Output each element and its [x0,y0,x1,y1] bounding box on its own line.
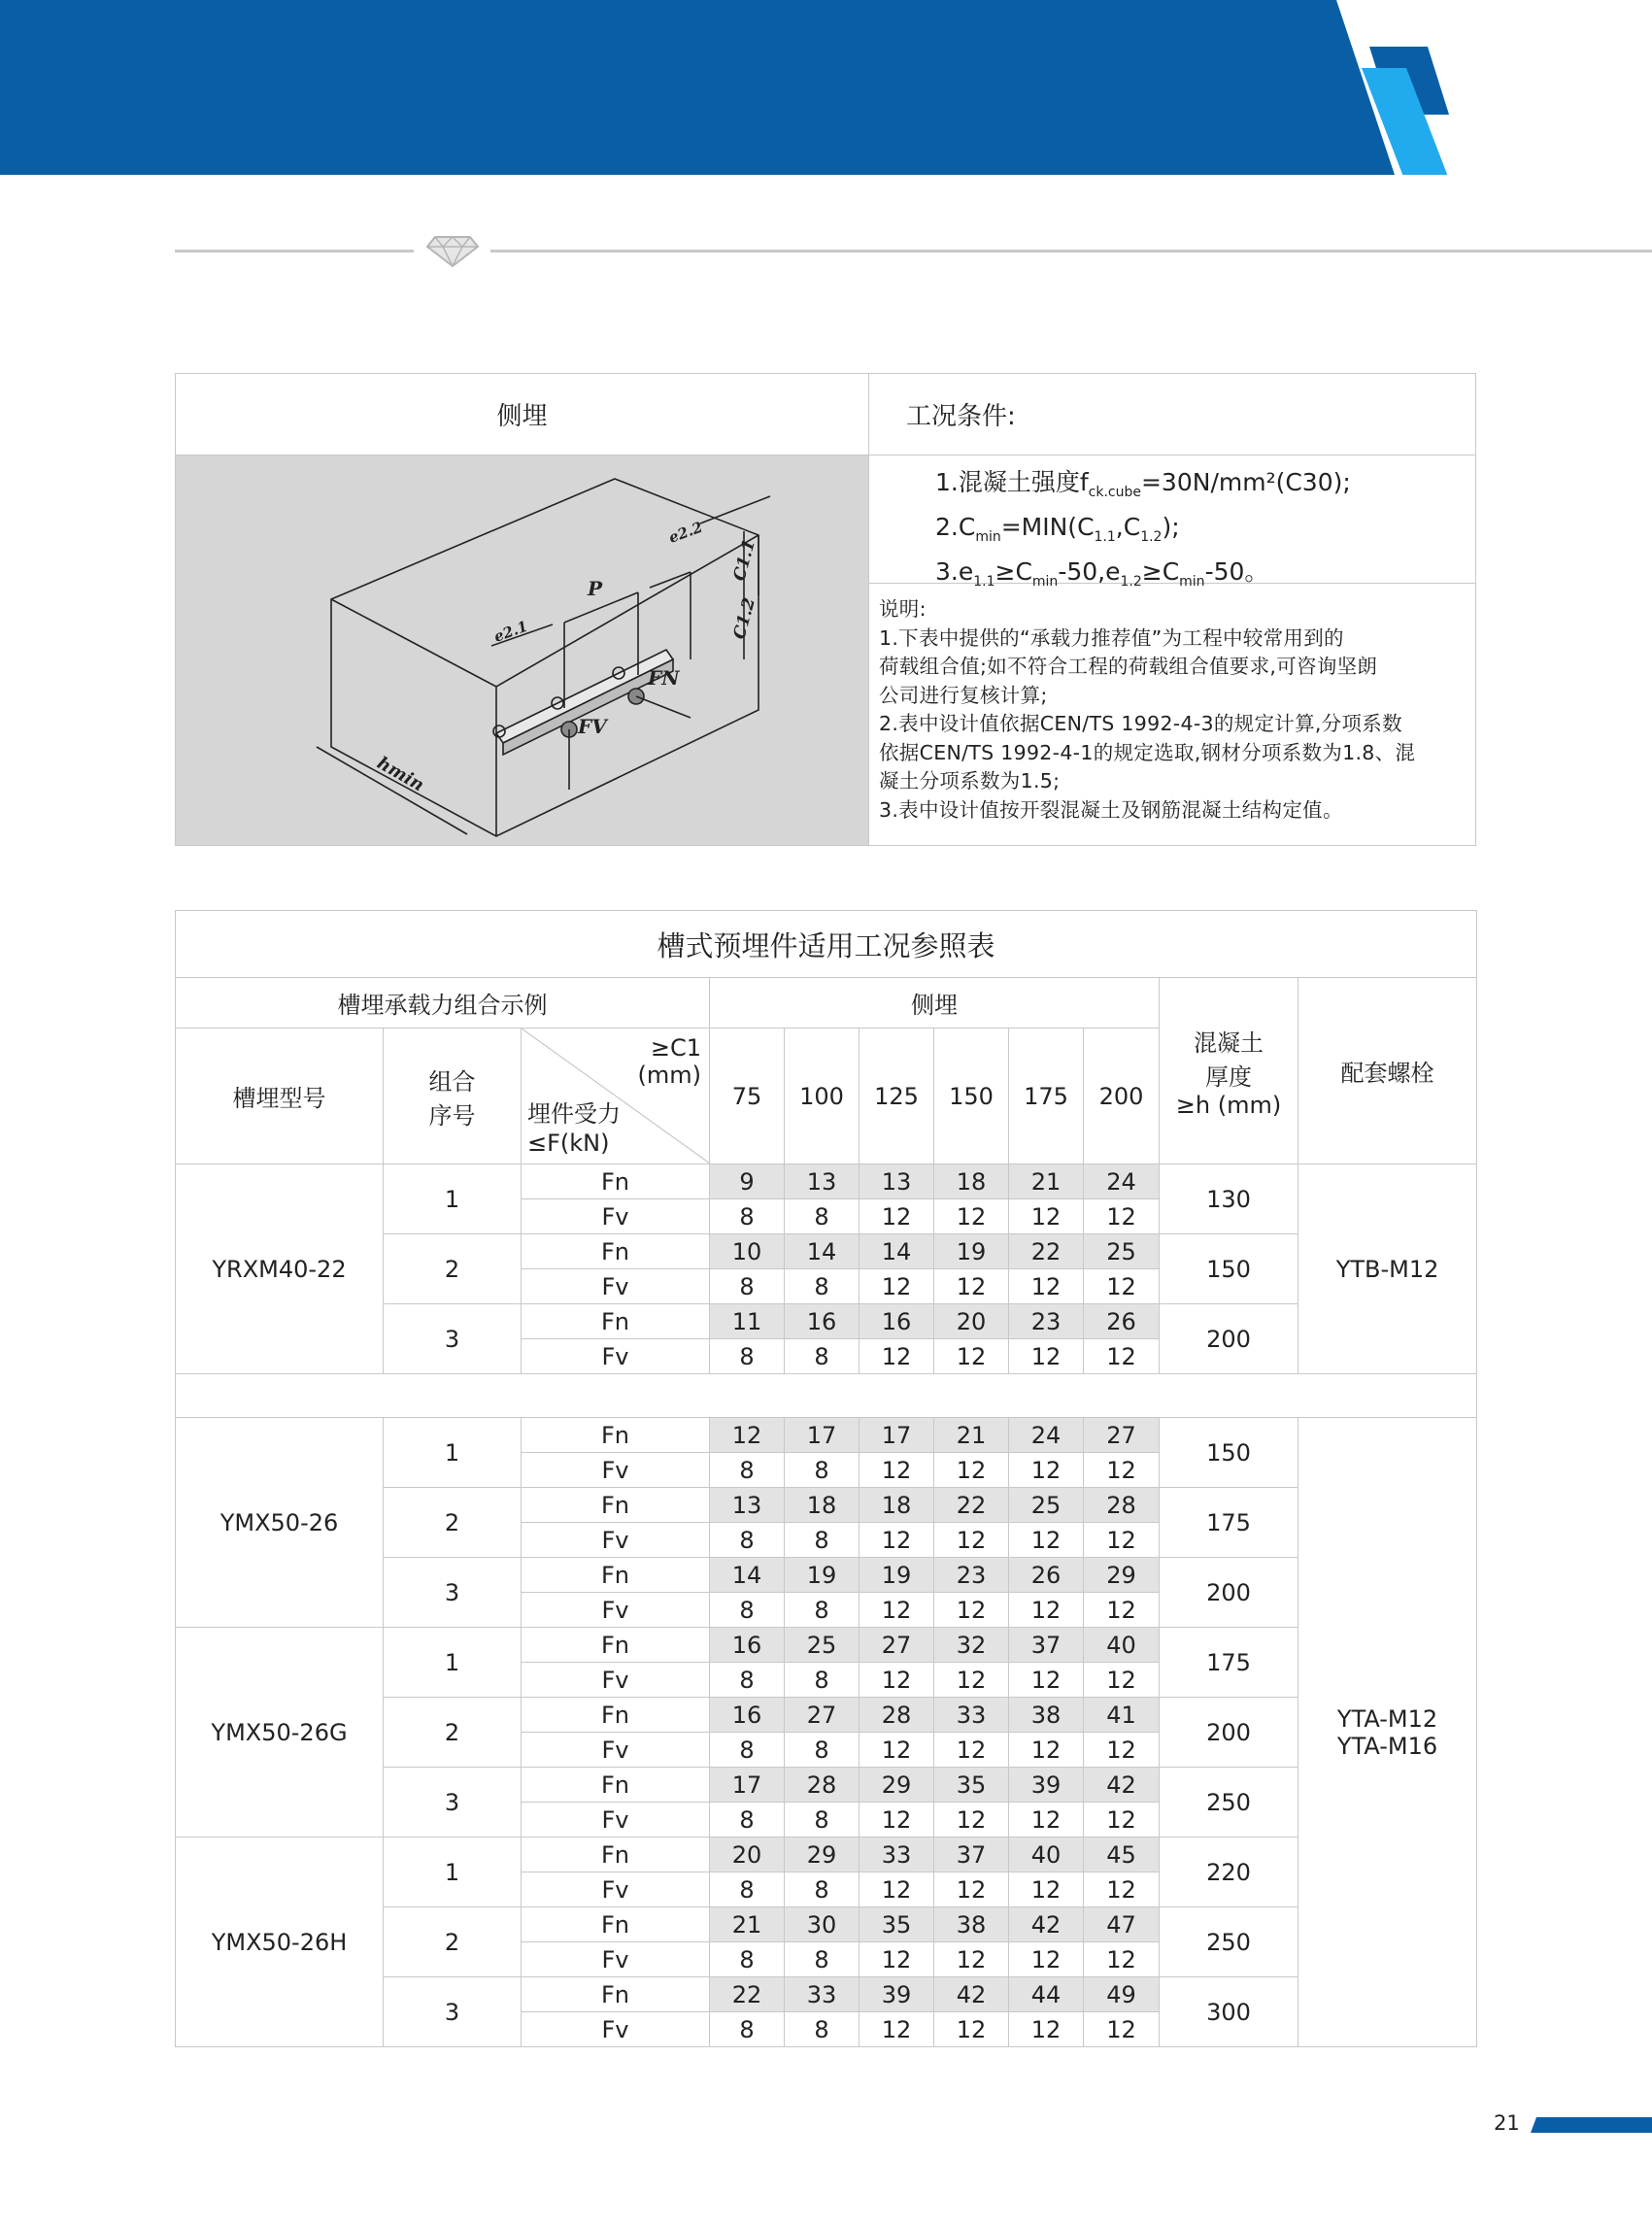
value-cell: 27 [860,1628,934,1663]
diagonal-header-cell [522,1029,710,1164]
value-cell: 39 [1009,1768,1084,1803]
value-cell: 49 [1084,1977,1160,2012]
group-separator-row [176,1374,1477,1418]
value-cell: 38 [1009,1698,1084,1733]
thickness-cell: 220 [1160,1838,1298,1907]
figure-label-e21: e2.1 [491,617,530,646]
value-cell: 12 [1084,1942,1160,1977]
thickness-cell: 200 [1160,1698,1298,1768]
c1-value-header: 125 [860,1029,934,1164]
value-cell: 12 [1009,1872,1084,1907]
value-cell: 8 [785,2012,860,2047]
value-cell: 12 [1084,1872,1160,1907]
value-cell: 12 [860,1453,934,1488]
value-cell: 8 [785,1199,860,1234]
combo-seq-cell: 1 [384,1164,522,1234]
value-cell: 16 [785,1304,860,1339]
condition-list [869,455,1475,590]
value-cell: 24 [1009,1418,1084,1453]
force-label: 埋件受力 ≤F(kN) [527,1100,621,1157]
thickness-cell: 175 [1160,1488,1298,1558]
combo-seq-cell: 3 [384,1304,522,1374]
separator-cell [176,1374,1477,1418]
bolt-label: YTB-M12 [1335,1255,1439,1283]
value-cell: 45 [1084,1838,1160,1872]
value-cell: 12 [1009,1523,1084,1558]
value-cell: 8 [785,1803,860,1838]
value-cell: 28 [860,1698,934,1733]
value-cell: 12 [1009,1453,1084,1488]
force-type-cell: Fn [522,1838,710,1872]
force-type-cell: Fn [522,1768,710,1803]
value-cell: 8 [710,1872,785,1907]
thickness-cell: 175 [1160,1628,1298,1698]
value-cell: 12 [860,1733,934,1768]
value-cell: 18 [860,1488,934,1523]
value-cell: 8 [710,1663,785,1698]
c1-value-header: 150 [934,1029,1009,1164]
combo-seq-cell: 3 [384,1977,522,2047]
c1-value-header: 75 [710,1029,785,1164]
value-cell: 8 [785,1523,860,1558]
table-row [176,1418,1477,1453]
value-cell: 14 [710,1558,785,1593]
notes-block [869,584,1475,845]
value-cell: 12 [860,1269,934,1304]
figure-label-hmin: hmin [373,753,428,796]
value-cell: 33 [785,1977,860,2012]
value-cell: 12 [1009,1339,1084,1374]
value-cell: 19 [934,1234,1009,1269]
value-cell: 27 [1084,1418,1160,1453]
channel-type-cell: YMX50-26H [176,1838,384,2047]
value-cell: 22 [710,1977,785,2012]
bolt-cell [1298,1418,1477,2047]
value-cell: 12 [1009,1803,1084,1838]
value-cell: 8 [785,1942,860,1977]
value-cell: 12 [1009,1942,1084,1977]
value-cell: 40 [1084,1628,1160,1663]
value-cell: 13 [785,1164,860,1199]
value-cell: 42 [934,1977,1009,2012]
value-cell: 12 [1009,1593,1084,1628]
figure-label-fn: FN [648,666,680,690]
value-cell: 16 [860,1304,934,1339]
value-cell: 12 [860,1942,934,1977]
diamond-icon [425,233,480,268]
combo-seq-cell: 1 [384,1838,522,1907]
note-line: 荷载组合值;如不符合工程的荷载组合值要求,可咨询坚朗 [879,655,1378,678]
value-cell: 22 [934,1488,1009,1523]
value-cell: 12 [1084,1339,1160,1374]
value-cell: 12 [860,1663,934,1698]
value-cell: 12 [934,1663,1009,1698]
value-cell: 21 [934,1418,1009,1453]
value-cell: 12 [1084,2012,1160,2047]
value-cell: 33 [934,1698,1009,1733]
value-cell: 12 [1084,1803,1160,1838]
value-cell: 8 [785,1453,860,1488]
force-type-cell: Fv [522,1199,710,1234]
value-cell: 12 [934,1803,1009,1838]
channel-type-cell: YMX50-26 [176,1418,384,1628]
value-cell: 12 [1084,1663,1160,1698]
value-cell: 35 [860,1907,934,1942]
figure-label-c11: C1.1 [729,537,759,584]
table-title: 槽式预埋件适用工况参照表 [176,911,1477,978]
value-cell: 22 [1009,1234,1084,1269]
force-type-cell: Fv [522,2012,710,2047]
force-type-cell: Fv [522,1942,710,1977]
thickness-cell: 300 [1160,1977,1298,2047]
value-cell: 42 [1009,1907,1084,1942]
reference-table [175,910,1477,2047]
note-line: 2.表中设计值依据CEN/TS 1992-4-3的规定计算,分项系数 [879,712,1402,735]
c1-value-header: 200 [1084,1029,1160,1164]
bolt-label: YTA-M16 [1336,1732,1438,1760]
value-cell: 17 [710,1768,785,1803]
thickness-cell: 200 [1160,1558,1298,1628]
note-line: 说明: [879,597,927,621]
side-embed-column-header: 侧埋 [710,978,1160,1029]
value-cell: 8 [710,1339,785,1374]
value-cell: 37 [1009,1628,1084,1663]
value-cell: 16 [710,1698,785,1733]
value-cell: 21 [1009,1164,1084,1199]
value-cell: 12 [1009,2012,1084,2047]
figure-label-p: P [588,577,603,600]
note-line: 1.下表中提供的“承载力推荐值”为工程中较常用到的 [879,625,1344,650]
value-cell: 8 [785,1339,860,1374]
combo-seq-cell: 2 [384,1907,522,1977]
value-cell: 18 [934,1164,1009,1199]
value-cell: 12 [1084,1269,1160,1304]
figure-label-e22: e2.2 [666,518,705,547]
thickness-cell: 150 [1160,1234,1298,1304]
value-cell: 12 [1009,1733,1084,1768]
value-cell: 12 [1009,1663,1084,1698]
note-line: 公司进行复核计算; [879,683,1048,707]
value-cell: 8 [710,1803,785,1838]
note-line: 依据CEN/TS 1992-4-1的规定选取,钢材分项系数为1.8、混 [879,740,1416,764]
value-cell: 8 [710,1453,785,1488]
c1-label: ≥C1 (mm) [637,1034,701,1089]
value-cell: 23 [1009,1304,1084,1339]
value-cell: 10 [710,1234,785,1269]
value-cell: 12 [1009,1199,1084,1234]
value-cell: 39 [860,1977,934,2012]
bolt-cell [1298,1164,1477,1374]
divider-line-right [490,250,1652,253]
value-cell: 28 [785,1768,860,1803]
value-cell: 12 [860,1199,934,1234]
header-blue-band [0,0,1395,175]
force-type-cell: Fv [522,1872,710,1907]
value-cell: 8 [785,1269,860,1304]
value-cell: 17 [785,1418,860,1453]
force-type-cell: Fv [522,1339,710,1374]
value-cell: 8 [785,1663,860,1698]
condition-3: $3.e_{1.1}\ge C_{min}-50,e_{1.2}\ge C_{min}-50$。 [935,557,1269,590]
thickness-cell: 250 [1160,1768,1298,1838]
value-cell: 25 [1084,1234,1160,1269]
value-cell: 12 [934,1872,1009,1907]
value-cell: 11 [710,1304,785,1339]
value-cell: 14 [860,1234,934,1269]
value-cell: 23 [934,1558,1009,1593]
condition-2: $2.C_{min}=MIN(C_{1.1},C_{1.2})$; [935,513,1180,545]
value-cell: 12 [934,1523,1009,1558]
seq-header: 组合 序号 [384,1029,522,1164]
force-type-cell: Fv [522,1523,710,1558]
value-cell: 13 [860,1164,934,1199]
value-cell: 12 [860,1523,934,1558]
force-type-cell: Fn [522,1907,710,1942]
thickness-cell: 130 [1160,1164,1298,1234]
condition-panel [175,373,1476,846]
combo-seq-cell: 1 [384,1628,522,1698]
divider-line-left [175,250,414,253]
value-cell: 17 [860,1418,934,1453]
thickness-cell: 200 [1160,1304,1298,1374]
value-cell: 29 [1084,1558,1160,1593]
value-cell: 12 [934,1593,1009,1628]
value-cell: 19 [860,1558,934,1593]
value-cell: 19 [785,1558,860,1593]
value-cell: 44 [1009,1977,1084,2012]
value-cell: 12 [1084,1453,1160,1488]
value-cell: 12 [860,1593,934,1628]
combo-seq-cell: 3 [384,1768,522,1838]
value-cell: 21 [710,1907,785,1942]
value-cell: 32 [934,1628,1009,1663]
force-type-cell: Fv [522,1663,710,1698]
side-embed-figure [176,455,869,845]
anchor-channel-drawing [176,455,869,845]
condition-1: 1.混凝土强度$f_{ck.cube}=30N/mm^2(C30)$; [935,468,1351,500]
thickness-header: 混凝土 厚度 ≥h (mm) [1160,978,1298,1164]
page-number: 21 [1494,2111,1520,2135]
page-number-bar [1531,2117,1652,2133]
value-cell: 18 [785,1488,860,1523]
value-cell: 41 [1084,1698,1160,1733]
table-row [176,1628,1477,1663]
bolt-header: 配套螺栓 [1298,978,1477,1164]
value-cell: 30 [785,1907,860,1942]
combo-header: 槽埋承载力组合示例 [176,978,710,1029]
value-cell: 42 [1084,1768,1160,1803]
value-cell: 8 [710,1523,785,1558]
force-type-cell: Fv [522,1453,710,1488]
c1-value-header: 175 [1009,1029,1084,1164]
force-type-cell: Fn [522,1418,710,1453]
value-cell: 29 [860,1768,934,1803]
value-cell: 33 [860,1838,934,1872]
c1-value-header: 100 [785,1029,860,1164]
value-cell: 8 [710,1199,785,1234]
value-cell: 28 [1084,1488,1160,1523]
value-cell: 27 [785,1698,860,1733]
side-embed-header: 侧埋 [176,374,869,455]
value-cell: 12 [860,2012,934,2047]
value-cell: 16 [710,1628,785,1663]
force-type-cell: Fv [522,1733,710,1768]
value-cell: 35 [934,1768,1009,1803]
value-cell: 12 [934,1942,1009,1977]
table-row [176,1164,1477,1199]
value-cell: 9 [710,1164,785,1199]
value-cell: 26 [1009,1558,1084,1593]
value-cell: 12 [934,1733,1009,1768]
value-cell: 37 [934,1838,1009,1872]
force-type-cell: Fn [522,1488,710,1523]
value-cell: 20 [934,1304,1009,1339]
value-cell: 12 [1009,1269,1084,1304]
value-cell: 8 [710,1942,785,1977]
value-cell: 12 [934,1269,1009,1304]
channel-type-cell: YRXM40-22 [176,1164,384,1374]
combo-seq-cell: 3 [384,1558,522,1628]
working-condition-header: 工况条件: [869,374,1475,455]
value-cell: 12 [1084,1733,1160,1768]
value-cell: 13 [710,1488,785,1523]
value-cell: 12 [934,2012,1009,2047]
note-line: 3.表中设计值按开裂混凝土及钢筋混凝土结构定值。 [879,797,1343,822]
force-type-cell: Fv [522,1269,710,1304]
value-cell: 8 [710,2012,785,2047]
figure-label-fv: FV [578,715,607,738]
value-cell: 12 [1084,1199,1160,1234]
value-cell: 12 [710,1418,785,1453]
value-cell: 8 [710,1593,785,1628]
value-cell: 24 [1084,1164,1160,1199]
value-cell: 40 [1009,1838,1084,1872]
value-cell: 12 [934,1453,1009,1488]
force-type-cell: Fn [522,1558,710,1593]
force-type-cell: Fn [522,1304,710,1339]
value-cell: 12 [1084,1523,1160,1558]
value-cell: 12 [860,1872,934,1907]
value-cell: 8 [785,1733,860,1768]
force-type-cell: Fn [522,1698,710,1733]
value-cell: 20 [710,1838,785,1872]
value-cell: 14 [785,1234,860,1269]
force-type-cell: Fn [522,1628,710,1663]
value-cell: 38 [934,1907,1009,1942]
channel-type-cell: YMX50-26G [176,1628,384,1838]
value-cell: 12 [860,1803,934,1838]
value-cell: 8 [785,1593,860,1628]
value-cell: 8 [785,1872,860,1907]
value-cell: 12 [860,1339,934,1374]
value-cell: 8 [710,1733,785,1768]
value-cell: 29 [785,1838,860,1872]
thickness-cell: 250 [1160,1907,1298,1977]
header-band [0,0,1652,175]
value-cell: 12 [1084,1593,1160,1628]
combo-seq-cell: 2 [384,1234,522,1304]
figure-label-c12: C1.2 [729,595,759,642]
thickness-cell: 150 [1160,1418,1298,1488]
value-cell: 25 [1009,1488,1084,1523]
value-cell: 26 [1084,1304,1160,1339]
value-cell: 12 [934,1339,1009,1374]
combo-seq-cell: 2 [384,1698,522,1768]
value-cell: 47 [1084,1907,1160,1942]
value-cell: 12 [934,1199,1009,1234]
table-row [176,1838,1477,1872]
force-type-cell: Fn [522,1977,710,2012]
value-cell: 8 [710,1269,785,1304]
force-type-cell: Fn [522,1234,710,1269]
force-type-cell: Fv [522,1803,710,1838]
combo-seq-cell: 1 [384,1418,522,1488]
bolt-label: YTA-M12 [1336,1704,1438,1733]
type-header: 槽埋型号 [176,1029,384,1164]
value-cell: 25 [785,1628,860,1663]
note-line: 凝土分项系数为1.5; [879,769,1061,793]
force-type-cell: Fv [522,1593,710,1628]
combo-seq-cell: 2 [384,1488,522,1558]
force-type-cell: Fn [522,1164,710,1199]
